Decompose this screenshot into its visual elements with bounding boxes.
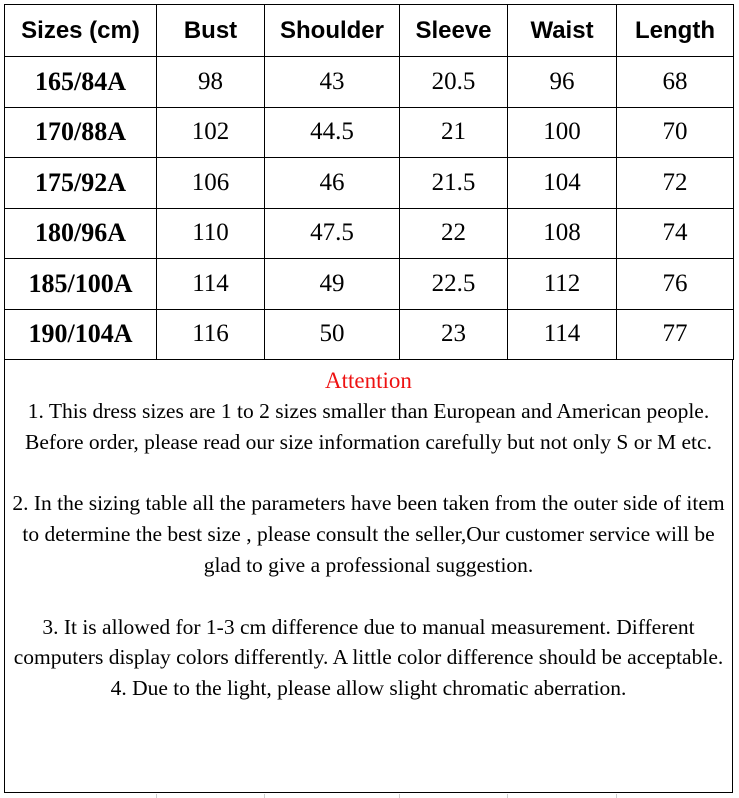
sleeve-cell: 22 [400, 208, 508, 259]
header-waist: Waist [508, 5, 617, 57]
sleeve-cell: 20.5 [400, 57, 508, 108]
waist-cell: 112 [508, 259, 617, 310]
bust-cell: 98 [157, 57, 265, 108]
shoulder-cell: 47.5 [265, 208, 400, 259]
size-chart [4, 4, 733, 794]
table-header-row [5, 5, 734, 57]
length-cell: 70 [617, 107, 734, 158]
size-cell: 190/104A [5, 309, 157, 360]
sleeve-cell: 21.5 [400, 158, 508, 209]
waist-cell: 96 [508, 57, 617, 108]
bust-cell: 116 [157, 309, 265, 360]
table-row [5, 208, 734, 259]
bust-cell: 106 [157, 158, 265, 209]
sleeve-cell: 23 [400, 309, 508, 360]
bust-cell: 114 [157, 259, 265, 310]
note-item: 2. In the sizing table all the parameters have been taken from the outer side of item to determine the best size , please consult the seller,Our customer service will be glad to give a professional suggestion. [12, 491, 725, 577]
sleeve-cell: 21 [400, 107, 508, 158]
waist-cell: 104 [508, 158, 617, 209]
length-cell: 68 [617, 57, 734, 108]
size-table [4, 4, 734, 360]
shoulder-cell: 49 [265, 259, 400, 310]
divider [399, 794, 400, 798]
waist-cell: 100 [508, 107, 617, 158]
shoulder-cell: 50 [265, 309, 400, 360]
table-row [5, 158, 734, 209]
note-item: 1. This dress sizes are 1 to 2 sizes smaller than European and American people. Before order, please read our size information carefully but not only S or M etc. [25, 399, 712, 454]
size-cell: 180/96A [5, 208, 157, 259]
waist-cell: 114 [508, 309, 617, 360]
shoulder-cell: 44.5 [265, 107, 400, 158]
table-row [5, 309, 734, 360]
waist-cell: 108 [508, 208, 617, 259]
bust-cell: 102 [157, 107, 265, 158]
header-length: Length [617, 5, 734, 57]
length-cell: 72 [617, 158, 734, 209]
sleeve-cell: 22.5 [400, 259, 508, 310]
shoulder-cell: 46 [265, 158, 400, 209]
divider [616, 794, 617, 798]
size-cell: 175/92A [5, 158, 157, 209]
bust-cell: 110 [157, 208, 265, 259]
header-bust: Bust [157, 5, 265, 57]
divider [264, 794, 265, 798]
note-item: 3. It is allowed for 1-3 cm difference due to manual measurement. Different computers display colors differently. A little color difference should be acceptable. [13, 614, 724, 670]
paragraph-gap [5, 458, 732, 489]
header-sizes: Sizes (cm) [5, 5, 157, 57]
shoulder-cell: 43 [265, 57, 400, 108]
size-cell: 185/100A [5, 259, 157, 310]
length-cell: 76 [617, 259, 734, 310]
divider [507, 794, 508, 798]
attention-title: Attention [325, 368, 412, 393]
divider [156, 794, 157, 798]
size-cell: 170/88A [5, 107, 157, 158]
paragraph-gap [5, 581, 732, 612]
length-cell: 74 [617, 208, 734, 259]
note-item: 4. Due to the light, please allow slight chromatic aberration. [110, 676, 627, 701]
size-cell: 165/84A [5, 57, 157, 108]
table-row [5, 259, 734, 310]
attention-notes [4, 360, 733, 793]
header-shoulder: Shoulder [265, 5, 400, 57]
length-cell: 77 [617, 309, 734, 360]
table-row [5, 107, 734, 158]
header-sleeve: Sleeve [400, 5, 508, 57]
table-row [5, 57, 734, 108]
